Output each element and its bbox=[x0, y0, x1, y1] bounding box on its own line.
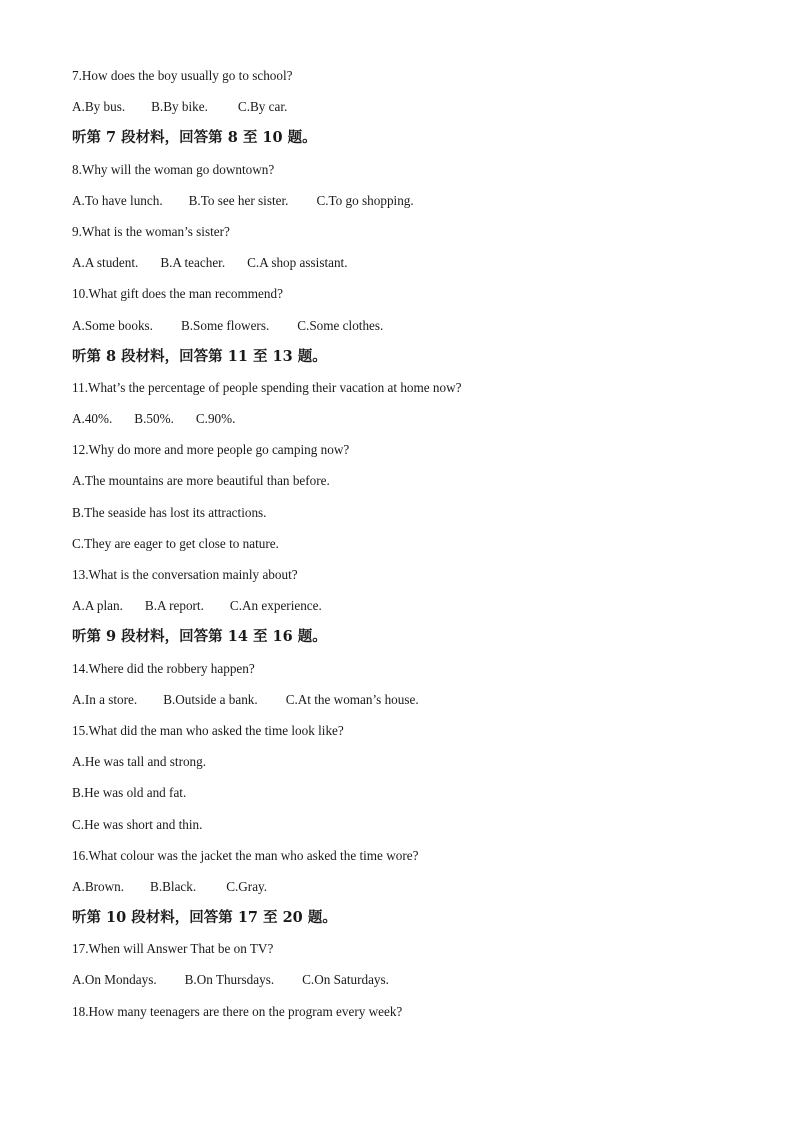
answer-option: C.Some clothes. bbox=[297, 317, 384, 333]
exam-page bbox=[72, 66, 722, 1033]
answer-option: A.Some books. bbox=[72, 317, 153, 333]
answer-option: C.Gray. bbox=[226, 878, 268, 894]
answer-option: B.50%. bbox=[134, 411, 174, 427]
answer-option: C.At the woman’s house. bbox=[285, 691, 419, 707]
answer-option: B.Outside a bank. bbox=[163, 691, 258, 707]
answer-option: B.By bike. bbox=[151, 99, 208, 115]
question-line: C.He was short and thin. bbox=[72, 816, 203, 832]
question-line: 18.How many teenagers are there on the program every week? bbox=[72, 1003, 403, 1019]
answer-option: C.A shop assistant. bbox=[247, 255, 348, 271]
question-line: 7.How does the boy usually go to school? bbox=[72, 68, 293, 83]
answer-option: B.On Thursdays. bbox=[184, 972, 275, 988]
answer-option: B.To see her sister. bbox=[188, 192, 289, 208]
question-line: 17.When will Answer That be on TV? bbox=[72, 941, 274, 957]
section-heading: 听第 8 段材料，回答第 11 至 13 题。 bbox=[72, 347, 327, 365]
options-line bbox=[72, 970, 722, 1001]
answer-option: A.40%. bbox=[72, 411, 113, 427]
question-line: 15.What did the man who asked the time look like? bbox=[72, 722, 344, 738]
question-line: A.He was tall and strong. bbox=[72, 754, 207, 770]
question-line: 8.Why will the woman go downtown? bbox=[72, 161, 275, 177]
question-line: B.He was old and fat. bbox=[72, 785, 187, 801]
question-line: 10.What gift does the man recommend? bbox=[72, 286, 283, 302]
options-line bbox=[72, 877, 722, 908]
answer-option: C.By car. bbox=[237, 99, 288, 115]
question-line: 9.What is the woman’s sister? bbox=[72, 223, 230, 239]
answer-option: A.On Mondays. bbox=[72, 972, 157, 988]
options-line bbox=[72, 191, 722, 222]
options-line bbox=[72, 596, 722, 627]
question-line: A.The mountains are more beautiful than before. bbox=[72, 473, 330, 489]
answer-option: A.Brown. bbox=[72, 878, 125, 894]
answer-option: A.To have lunch. bbox=[72, 192, 163, 208]
answer-option: B.A teacher. bbox=[160, 255, 226, 271]
answer-option: C.On Saturdays. bbox=[302, 972, 389, 988]
section-heading: 听第 9 段材料，回答第 14 至 16 题。 bbox=[72, 628, 327, 646]
answer-option: C.To go shopping. bbox=[316, 192, 414, 208]
answer-option: C.An experience. bbox=[229, 598, 322, 614]
question-line: B.The seaside has lost its attractions. bbox=[72, 504, 267, 520]
answer-option: A.In a store. bbox=[72, 691, 138, 707]
question-line: C.They are eager to get close to nature. bbox=[72, 535, 279, 551]
answer-option: A.By bus. bbox=[72, 99, 126, 115]
question-line: 11.What’s the percentage of people spending their vacation at home now? bbox=[72, 379, 462, 395]
question-line: 12.Why do more and more people go camping now? bbox=[72, 442, 350, 458]
options-line bbox=[72, 253, 722, 284]
section-heading: 听第 7 段材料，回答第 8 至 10 题。 bbox=[72, 129, 317, 147]
section-heading: 听第 10 段材料，回答第 17 至 20 题。 bbox=[72, 909, 337, 927]
options-line bbox=[72, 316, 722, 347]
options-line bbox=[72, 690, 722, 721]
answer-option: A.A plan. bbox=[72, 598, 123, 614]
answer-option: C.90%. bbox=[195, 411, 236, 427]
answer-option: A.A student. bbox=[72, 255, 139, 271]
question-line: 16.What colour was the jacket the man who asked the time wore? bbox=[72, 847, 419, 863]
answer-option: B.A report. bbox=[144, 598, 204, 614]
answer-option: B.Some flowers. bbox=[180, 317, 270, 333]
options-line bbox=[72, 97, 722, 128]
question-line: 13.What is the conversation mainly about? bbox=[72, 567, 298, 582]
answer-option: B.Black. bbox=[150, 878, 197, 894]
question-line: 14.Where did the robbery happen? bbox=[72, 660, 255, 676]
options-line bbox=[72, 409, 722, 440]
